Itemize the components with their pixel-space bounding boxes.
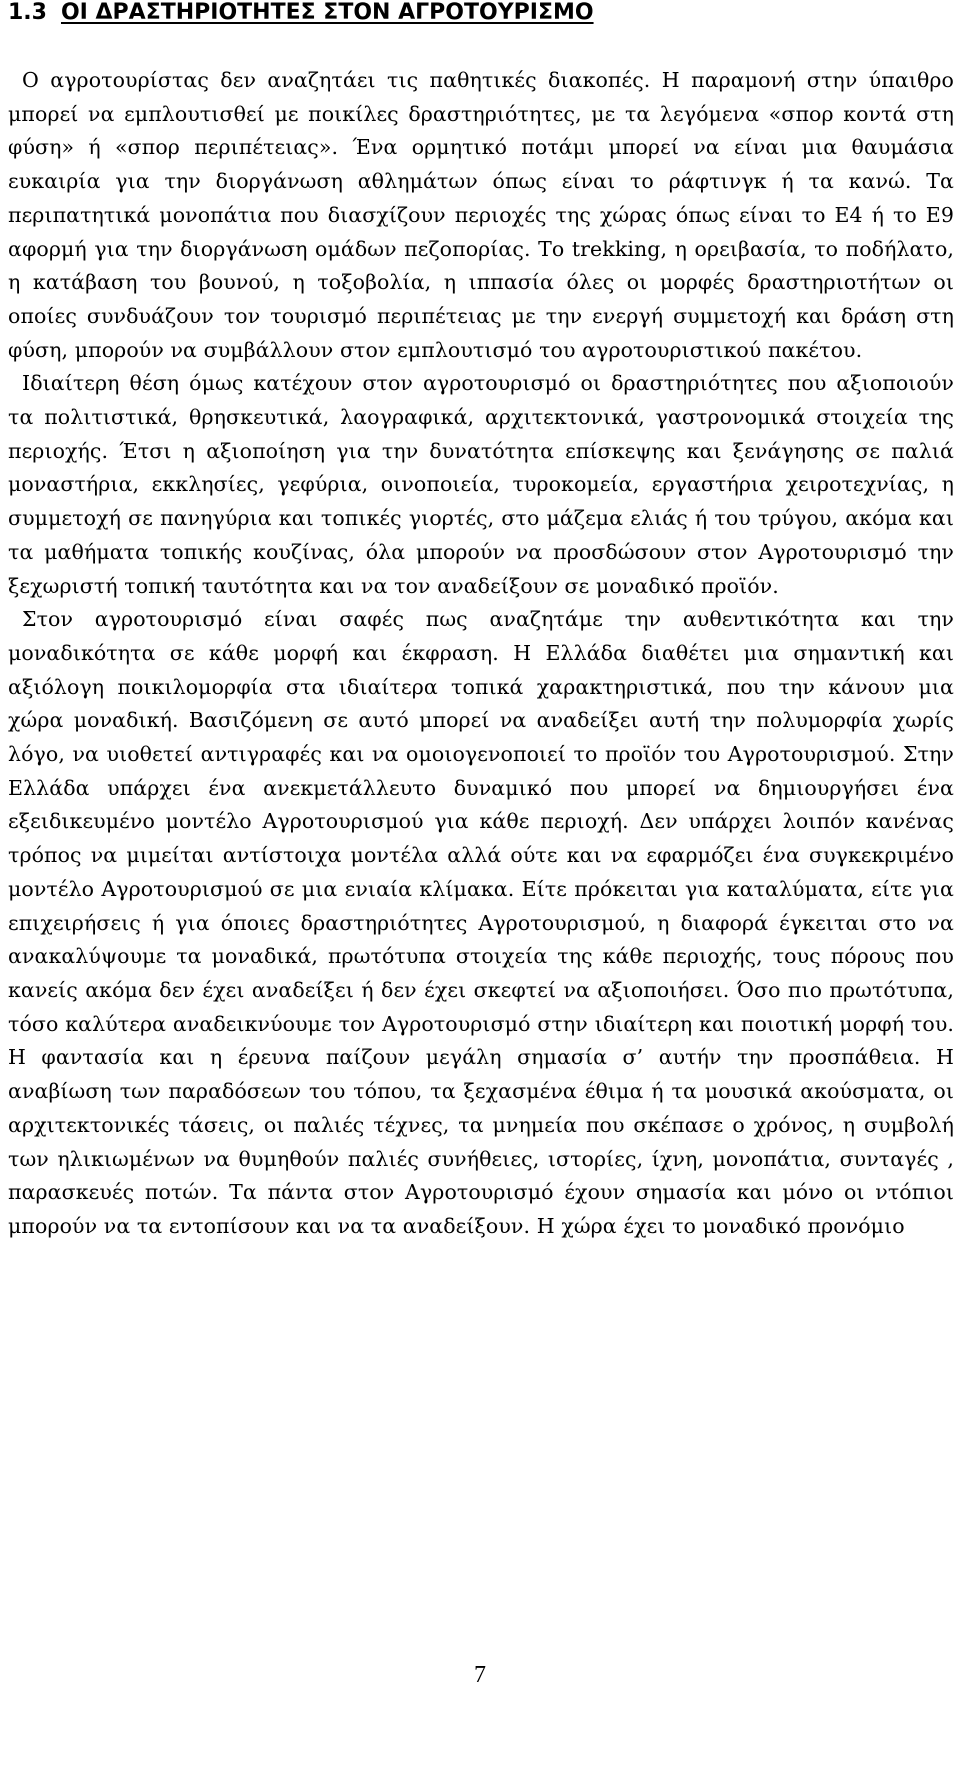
paragraph: Ιδιαίτερη θέση όμως κατέχουν στον αγροτουρισμό οι δραστηριότητες που αξιοποιούν τα πολιτιστικά, θρησκευτικά, λαογραφικά, αρχιτεκτονικά, γαστρονομικά στοιχεία της περιοχής. Έτσι η αξιοποίηση για την δυνατότητα επίσκεψης και ξενάγησης σε παλιά μοναστήρια, εκκλησίες, γεφύρια, οινοποιεία, τυροκομεία, εργαστήρια χειροτεχνίας, η συμμετοχή σε πανηγύρια και τοπικές γιορτές, στο μάζεμα ελιάς ή του τρύγου, ακόμα και τα μαθήματα τοπικής κουζίνας, όλα μπορούν να προσδώσουν στον Αγροτουρισμό την ξεχωριστή τοπική ταυτότητα και να τον αναδείξουν σε μοναδικό προϊόν. xyxy=(8,371,954,598)
page-number: 7 xyxy=(474,1662,486,1688)
paragraph: Στον αγροτουρισμό είναι σαφές πως αναζητάμε την αυθεντικότητα και την μοναδικότητα σε κάθε μορφή και έκφραση. Η Ελλάδα διαθέτει μια σημαντική και αξιόλογη ποικιλομορφία στα ιδιαίτερα τοπικά χαρακτηριστικά, που την κάνουν μια χώρα μοναδική. Βασιζόμενη σε αυτό μπορεί να αναδείξει αυτή την πολυμορφία χωρίς λόγο, να υιοθετεί αντιγραφές και να ομοιογενοποιεί το προϊόν του Αγροτουρισμού. Στην Ελλάδα υπάρχει ένα ανεκμετάλλευτο δυναμικό που μπορεί να δημιουργήσει ένα εξειδικευμένο μοντέλο Αγροτουρισμού για κάθε περιοχή. Δεν υπάρχει λοιπόν κανένας τρόπος να μιμείται αντίστοιχα μοντέλα αλλά ούτε και να εφαρμόζει ένα συγκεκριμένο μοντέλο Αγροτουρισμού σε μια ενιαία κλίμακα. Είτε πρόκειται για καταλύματα, είτε για επιχειρήσεις ή για όποιες δραστηριότητες Αγροτουρισμού, η διαφορά έγκειται στο να ανακαλύψουμε τα μοναδικά, πρωτότυπα στοιχεία της κάθε περιοχής, τους πόρους που κανείς ακόμα δεν έχει αναδείξει ή δεν έχει σκεφτεί να αξιοποιήσει. Όσο πιο πρωτότυπα, τόσο καλύτερα αναδεικνύουμε τον Αγροτουρισμό στην ιδιαίτερη και ποιοτική μορφή του. Η φαντασία και η έρευνα παίζουν μεγάλη σημασία σ’ αυτήν την προσπάθεια. Η αναβίωση των παραδόσεων του τόπου, τα ξεχασμένα έθιμα ή τα μουσικά ακούσματα, οι αρχιτεκτονικές τάσεις, οι παλιές τέχνες, τα μνημεία που σκέπασε ο χρόνος, η συμβολή των ηλικιωμένων να θυμηθούν παλιές συνήθειες, ιστορίες, ίχνη, μονοπάτια, συνταγές , παρασκευές ποτών. Τα πάντα στον Αγροτουρισμό έχουν σημασία και μόνο οι ντόπιοι μπορούν να τα εντοπίσουν και να τα αναδείξουν. Η χώρα έχει το μοναδικό προνόμιο xyxy=(8,607,954,1238)
section-title: ΟΙ ΔΡΑΣΤΗΡΙΟΤΗΤΕΣ ΣΤΟΝ ΑΓΡΟΤΟΥΡΙΣΜΟ xyxy=(60,0,594,25)
paragraph: Ο αγροτουρίστας δεν αναζητάει τις παθητικές διακοπές. Η παραμονή στην ύπαιθρο μπορεί να εμπλουτισθεί με ποικίλες δραστηριότητες, με τα λεγόμενα «σπορ κοντά στη φύση» ή «σπορ περιπέτειας». Ένα ορμητικό ποτάμι μπορεί να είναι μια θαυμάσια ευκαιρία για την διοργάνωση αθλημάτων όπως είναι το ράφτινγκ ή τα κανώ. Τα περιπατητικά μονοπάτια που διασχίζουν περιοχές της χώρας όπως είναι το Ε4 ή το Ε9 αφορμή για την διοργάνωση ομάδων πεζοπορίας. Το trekking, η ορειβασία, το ποδήλατο, η κατάβαση του βουνού, η τοξοβολία, η ιππασία όλες οι μορφές δραστηριοτήτων οι οποίες συνδυάζουν τον τουρισμό περιπέτειας με την ενεργή συμμετοχή και δράση στη φύση, μπορούν να συμβάλλουν στον εμπλουτισμό του αγροτουριστικού πακέτου. xyxy=(8,68,954,362)
body-text xyxy=(8,64,954,1244)
section-heading xyxy=(8,0,954,40)
section-number: 1.3 xyxy=(8,0,47,25)
